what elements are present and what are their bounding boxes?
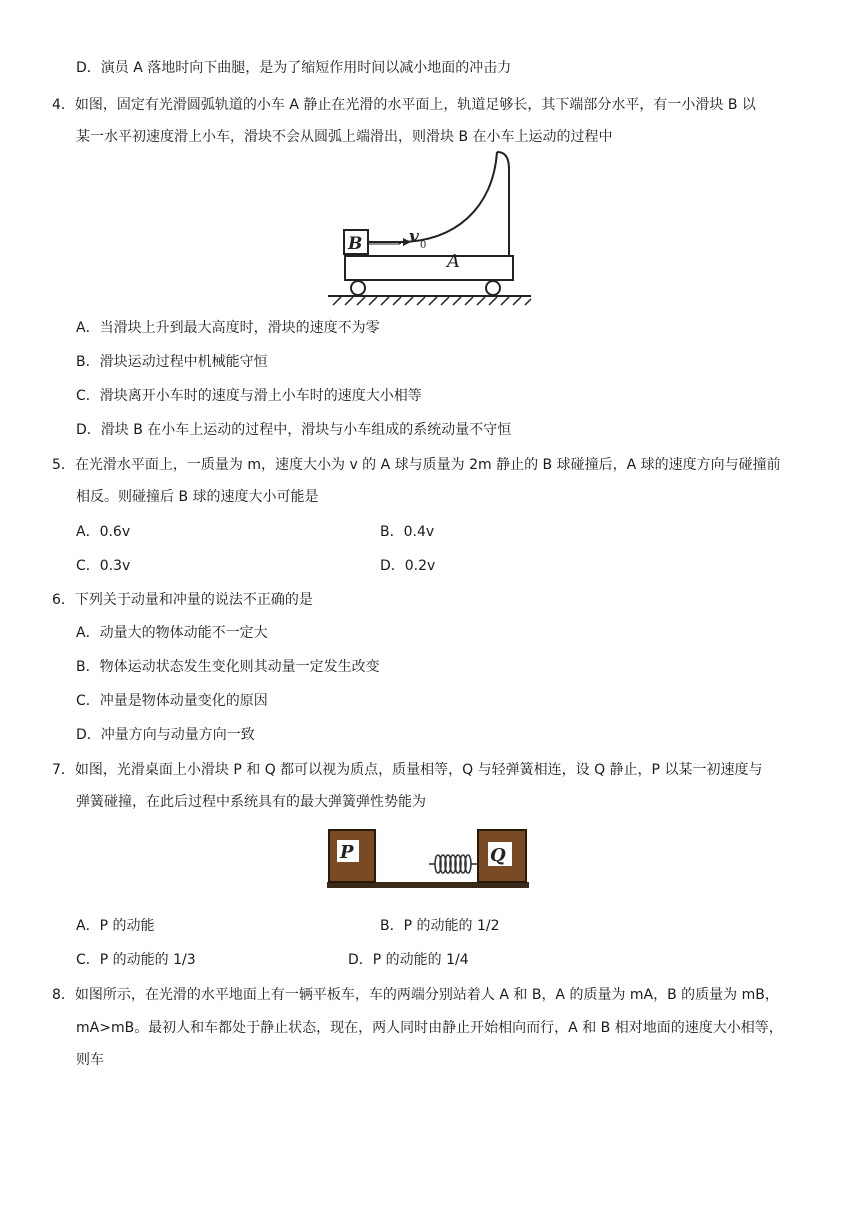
q5-stem-line2: 相反。则碰撞后 B 球的速度大小可能是 <box>76 489 319 505</box>
q6-stem: 6．下列关于动量和冲量的说法不正确的是 <box>52 592 313 608</box>
q8-stem-line1: 8．如图所示，在光滑的水平地面上有一辆平板车，车的两端分别站着人 A 和 B，A 的质量为 mA，B 的质量为 mB， <box>52 987 779 1003</box>
svg-text:P: P <box>340 842 354 863</box>
spring <box>429 855 478 873</box>
q4-figure-cart-track <box>325 150 535 310</box>
q4-option-a: A．当滑块上升到最大高度时，滑块的速度不为零 <box>76 320 380 336</box>
q7-figure-spring-blocks <box>325 826 531 892</box>
q6-option-a: A．动量大的物体动能不一定大 <box>76 625 268 641</box>
q6-option-d: D．冲量方向与动量方向一致 <box>76 727 255 743</box>
q7-stem-line2: 弹簧碰撞，在此后过程中系统具有的最大弹簧弹性势能为 <box>76 794 426 810</box>
q4-option-c: C．滑块离开小车时的速度与滑上小车时的速度大小相等 <box>76 388 422 404</box>
q4-stem-line1: 4．如图，固定有光滑圆弧轨道的小车 A 静止在光滑的水平面上，轨道足够长，其下端部分水平，有一小滑块 B 以 <box>52 97 756 113</box>
q6-option-c: C．冲量是物体动量变化的原因 <box>76 693 268 709</box>
svg-text:0: 0 <box>420 240 427 251</box>
q5-option-c: C．0.3v <box>76 558 131 574</box>
q8-stem-line2: mA>mB。最初人和车都处于静止状态，现在，两人同时由静止开始相向而行，A 和 B 相对地面的速度大小相等， <box>76 1020 783 1036</box>
q7-option-c: C．P 的动能的 1/3 <box>76 952 196 968</box>
q5-option-d: D．0.2v <box>380 558 436 574</box>
q4-option-b: B．滑块运动过程中机械能守恒 <box>76 354 268 370</box>
q8-stem-line3: 则车 <box>76 1052 104 1068</box>
q5-option-b: B．0.4v <box>380 524 435 540</box>
svg-text:Q: Q <box>490 845 506 866</box>
q7-option-d: D．P 的动能的 1/4 <box>348 952 469 968</box>
q7-stem-line1: 7．如图，光滑桌面上小滑块 P 和 Q 都可以视为质点，质量相等，Q 与轻弹簧相连，设 Q 静止，P 以某一初速度与 <box>52 762 763 778</box>
q4-stem-line2: 某一水平初速度滑上小车，滑块不会从圆弧上端滑出，则滑块 B 在小车上运动的过程中 <box>76 129 613 145</box>
q6-option-b: B．物体运动状态发生变化则其动量一定发生改变 <box>76 659 380 675</box>
q7-option-a: A．P 的动能 <box>76 918 155 934</box>
q5-stem-line1: 5．在光滑水平面上，一质量为 m，速度大小为 v 的 A 球与质量为 2m 静止的 B 球碰撞后，A 球的速度方向与碰撞前 <box>52 457 781 473</box>
q5-option-a: A．0.6v <box>76 524 131 540</box>
q7-option-b: B．P 的动能的 1/2 <box>380 918 500 934</box>
q3-option-d: D．演员 A 落地时向下曲腿，是为了缩短作用时间以减小地面的冲击力 <box>76 60 512 76</box>
svg-text:B: B <box>348 234 363 254</box>
svg-text:v: v <box>409 227 419 247</box>
q4-option-d: D．滑块 B 在小车上运动的过程中，滑块与小车组成的系统动量不守恒 <box>76 422 512 438</box>
svg-text:A: A <box>447 251 460 272</box>
